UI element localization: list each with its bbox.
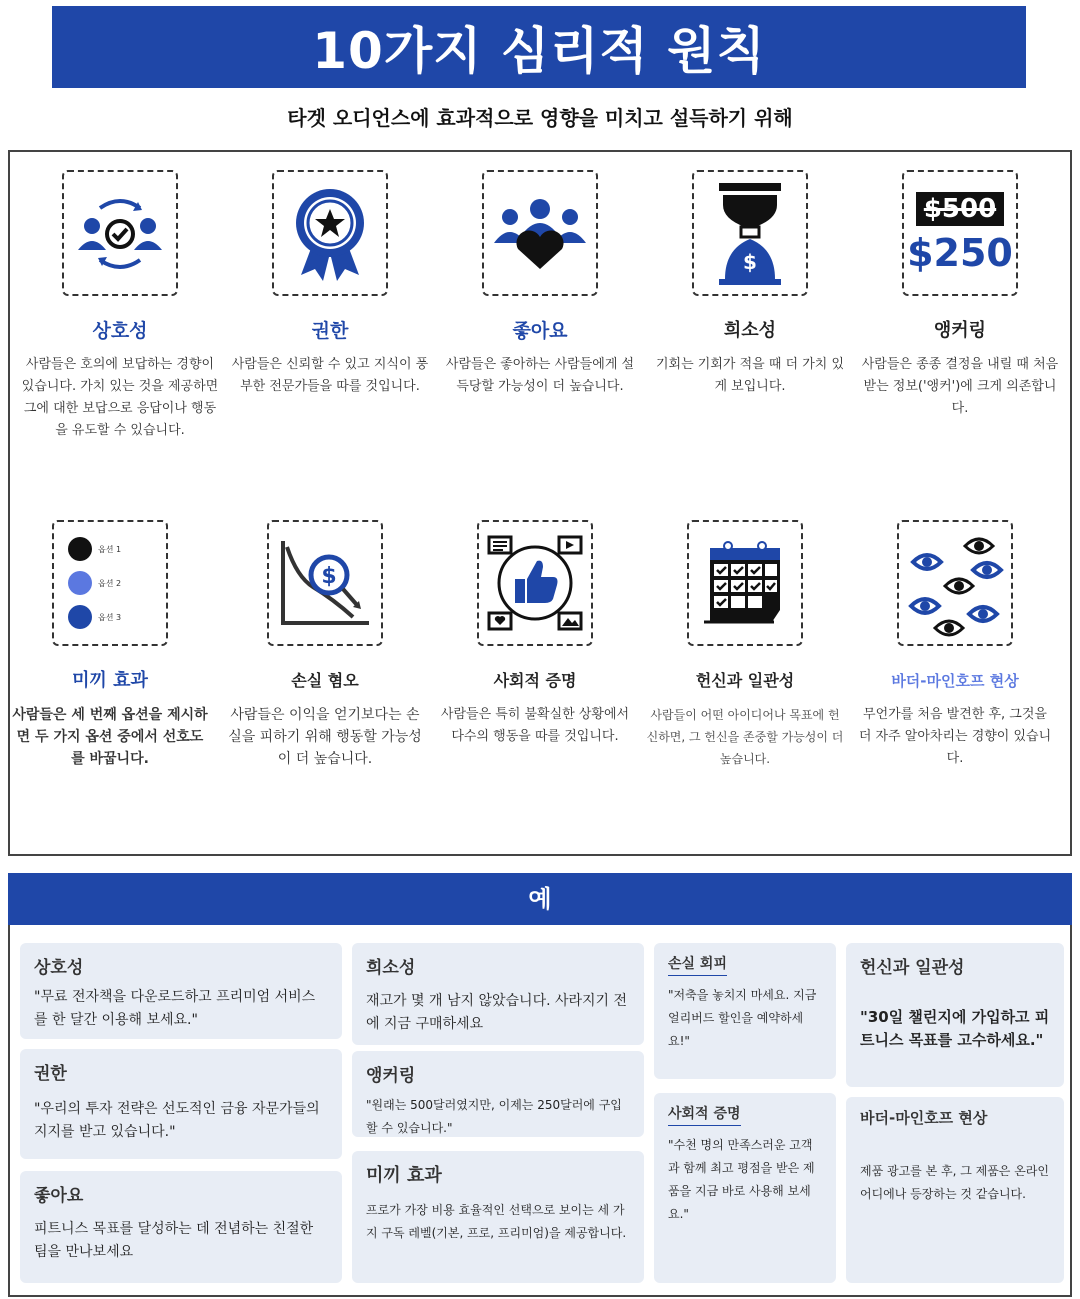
icon-frame: [897, 520, 1013, 646]
eyes-icon: [905, 528, 1005, 638]
example-card-decoy: [352, 1151, 644, 1283]
example-text: "무료 전자책을 다운로드하고 프리미엄 서비스를 한 달간 이용해 보세요.": [34, 989, 316, 1028]
principle-card-reciprocity: [20, 170, 220, 442]
principle-title: 앵커링: [933, 320, 987, 341]
example-title: 바더-마인호프 현상: [860, 1109, 988, 1127]
group-heart-icon: [490, 193, 590, 273]
example-title: 미끼 효과: [366, 1165, 442, 1186]
principle-card-commitment: [645, 520, 845, 770]
examples-header: 예: [8, 873, 1072, 925]
example-text: "수천 명의 만족스러운 고객과 함께 최고 평점을 받은 제품을 지금 바로 사용해 보세요.": [668, 1138, 815, 1221]
example-title: 권한: [34, 1064, 67, 1084]
example-text: 프로가 가장 비용 효율적인 선택으로 보이는 세 가지 구독 레벨(기본, 프로, 프리미엄)을 제공합니다.: [366, 1203, 627, 1240]
example-card-scarcity: [352, 943, 644, 1045]
principles-panel: [8, 150, 1072, 856]
page-title: 10가지 심리적 원칙: [312, 22, 766, 80]
example-title: 좋아요: [34, 1186, 84, 1206]
icon-frame: [482, 170, 598, 296]
option-label: 옵션 2: [98, 578, 122, 588]
principle-card-authority: [230, 170, 430, 398]
example-text: "저축을 놓치지 마세요. 지금 얼리버드 할인을 예약하세요!": [668, 988, 817, 1048]
principle-title: 헌신과 일관성: [695, 671, 795, 690]
example-card-social-proof: [654, 1093, 836, 1283]
new-price-tag: $250: [907, 231, 1013, 275]
principle-card-decoy: [10, 520, 210, 770]
example-text: "원래는 500달러였지만, 이제는 250달러에 구입할 수 있습니다.": [366, 1098, 622, 1135]
example-text: 피트니스 목표를 달성하는 데 전념하는 친절한 팀을 만나보세요: [34, 1221, 314, 1260]
principle-title: 권한: [311, 320, 349, 342]
example-title: 희소성: [366, 958, 416, 978]
calendar-check-icon: [700, 538, 790, 628]
svg-text:$: $: [321, 564, 337, 589]
principle-desc: 기회는 기회가 적을 때 더 가치 있게 보입니다.: [655, 357, 845, 394]
example-text: 재고가 몇 개 남지 않았습니다. 사라지기 전에 지금 구매하세요: [366, 993, 628, 1032]
principle-card-loss-aversion: [225, 520, 425, 770]
principle-desc: 사람들이 어떤 아이디어나 목표에 헌신하면, 그 헌신을 존중할 가능성이 더 높습니다.: [646, 708, 844, 766]
hourglass-dollar-icon: [715, 179, 785, 287]
principle-card-baader-meinhof: [855, 520, 1055, 770]
principle-desc: 사람들은 종종 결정을 내릴 때 처음 받는 정보('앵커')에 크게 의존합니다.: [861, 357, 1059, 416]
principle-card-scarcity: [650, 170, 850, 398]
principle-title: 손실 혐오: [291, 671, 359, 690]
example-card-authority: [20, 1049, 342, 1159]
option-dot: [68, 537, 92, 561]
example-title: 사회적 증명: [668, 1103, 741, 1126]
option-dot: [68, 571, 92, 595]
example-card-loss-aversion: [654, 943, 836, 1079]
principle-title: 사회적 증명: [493, 671, 577, 690]
icon-frame: [902, 170, 1018, 296]
principle-title: 희소성: [723, 320, 777, 341]
principle-card-social-proof: [435, 520, 635, 748]
icon-frame: [52, 520, 168, 646]
principle-desc: 사람들은 특히 불확실한 상황에서 다수의 행동을 따를 것입니다.: [440, 707, 630, 744]
option-label: 옵션 1: [98, 544, 122, 554]
principle-desc: 사람들은 이익을 얻기보다는 손실을 피하기 위해 행동할 가능성이 더 높습니다.: [228, 707, 422, 767]
principle-desc: 사람들은 세 번째 옵션을 제시하면 두 가지 옵션 중에서 선호도를 바꿉니다.: [12, 707, 208, 767]
example-text: 제품 광고를 본 후, 그 제품은 온라인 어디에나 등장하는 것 같습니다.: [860, 1164, 1049, 1201]
award-badge-icon: [285, 183, 375, 283]
old-price-tag: $500: [916, 192, 1004, 226]
example-card-liking: [20, 1171, 342, 1283]
people-exchange-icon: [70, 188, 170, 278]
title-banner: [52, 6, 1026, 88]
svg-text:$: $: [743, 250, 757, 274]
principle-desc: 사람들은 신뢰할 수 있고 지식이 풍부한 전문가들을 따를 것입니다.: [231, 357, 429, 394]
option-row: [68, 537, 121, 561]
page-subtitle: 타겟 오디언스에 효과적으로 영향을 미치고 설득하기 위해: [287, 106, 793, 130]
example-title: 앵커링: [366, 1066, 416, 1086]
option-label: 옵션 3: [98, 612, 122, 622]
principle-card-liking: [440, 170, 640, 398]
example-title: 헌신과 일관성: [860, 958, 965, 978]
principle-title: 미끼 효과: [72, 670, 148, 691]
icon-frame: [692, 170, 808, 296]
icon-frame: [477, 520, 593, 646]
icon-frame: [687, 520, 803, 646]
option-row: [68, 571, 121, 595]
principle-title: 바더-마인호프 현상: [891, 672, 1019, 690]
example-card-anchoring: [352, 1051, 644, 1137]
example-card-baader-meinhof: [846, 1097, 1064, 1283]
social-thumbs-icon: [485, 533, 585, 633]
option-row: [68, 605, 121, 629]
example-title: 상호성: [34, 958, 84, 978]
principle-title: 좋아요: [512, 320, 568, 342]
example-card-reciprocity: [20, 943, 342, 1039]
example-text: "우리의 투자 전략은 선도적인 금융 자문가들의 지지를 받고 있습니다.": [34, 1101, 320, 1140]
principle-card-anchoring: [860, 170, 1060, 420]
icon-frame: [62, 170, 178, 296]
example-title: 손실 회피: [668, 953, 727, 976]
loss-chart-icon: [275, 533, 375, 633]
example-text: "30일 챌린지에 가입하고 피트니스 목표를 고수하세요.": [860, 1008, 1050, 1049]
icon-frame: [267, 520, 383, 646]
example-card-commitment: [846, 943, 1064, 1087]
principle-desc: 사람들은 좋아하는 사람들에게 설득당할 가능성이 더 높습니다.: [445, 357, 635, 394]
examples-panel: [8, 925, 1072, 1297]
option-dot: [68, 605, 92, 629]
principle-desc: 사람들은 호의에 보답하는 경향이 있습니다. 가치 있는 것을 제공하면 그에 대한 보답으로 응답이나 행동을 유도할 수 있습니다.: [21, 357, 219, 438]
principle-title: 상호성: [92, 320, 148, 342]
principle-desc: 무언가를 처음 발견한 후, 그것을 더 자주 알아차리는 경향이 있습니다.: [858, 707, 1052, 766]
icon-frame: [272, 170, 388, 296]
